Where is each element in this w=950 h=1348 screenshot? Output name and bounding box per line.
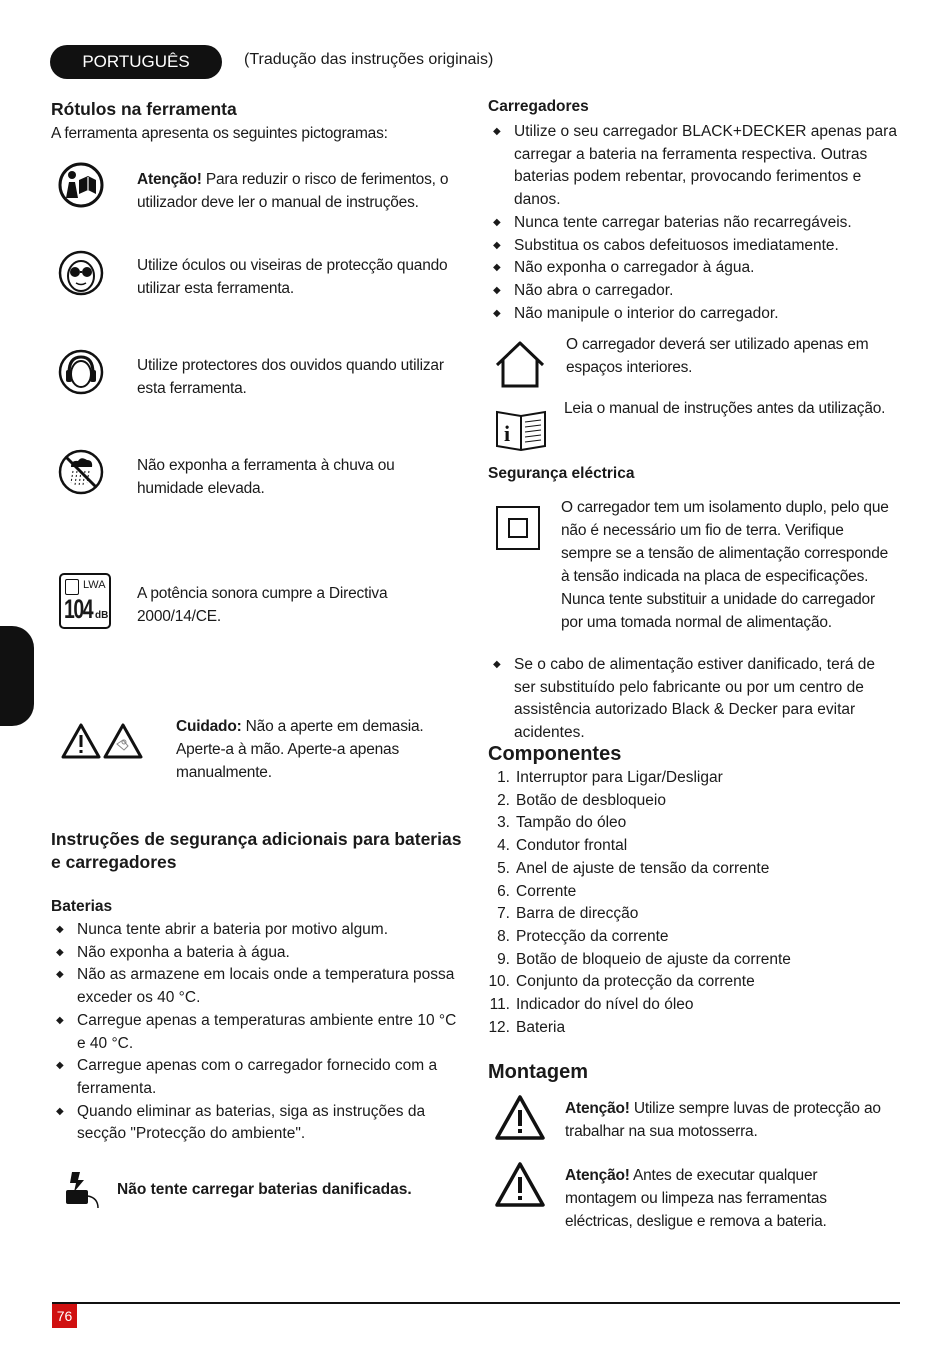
caution-label: Cuidado: [176, 718, 242, 735]
list-item: ◆ Quando eliminar as baterias, siga as instruções da secção "Protecção do ambiente". [51, 1101, 467, 1146]
page-number: 76 [52, 1304, 77, 1328]
pictogram-warning-label: Atenção! [137, 171, 202, 188]
safety-glasses-icon [58, 250, 104, 296]
list-item: ◆ Substitua os cabos defeituosos imediatamente. [488, 235, 900, 258]
labels-title: Rótulos na ferramenta [51, 99, 237, 119]
electrical-safety-title: Segurança eléctrica [488, 465, 635, 482]
list-item: ◆ Nunca tente carregar baterias não recarregáveis. [488, 212, 900, 235]
warning-triangle-icon [494, 1094, 546, 1142]
batteries-title: Baterias [51, 898, 113, 915]
pictogram-sound-text: A potência sonora cumpre a Directiva 2000/14/CE. [137, 585, 388, 625]
list-item: 1. Interruptor para Ligar/Desligar [497, 769, 723, 786]
list-item: 6. Corrente [497, 882, 577, 900]
list-item: 5. Anel de ajuste de tensão da corrente [497, 859, 770, 877]
sound-lwa-label: LWA [83, 579, 106, 591]
components-title: Componentes [488, 743, 622, 765]
pictogram-ear-text: Utilize protectores dos ouvidos quando utilizar esta ferramenta. [137, 357, 444, 397]
assembly-title: Montagem [488, 1061, 588, 1083]
caution-icons [61, 722, 145, 760]
list-item: ◆ Se o cabo de alimentação estiver danificado, terá de ser substituído pelo fabricante ou por um centro de assistência autorizado Black & Decker para evitar acidentes. [488, 654, 900, 745]
list-item: 7. Barra de direcção [497, 905, 639, 923]
list-item: ◆ Nunca tente abrir a bateria por motivo algum. [51, 919, 467, 942]
list-item: 8. Protecção da corrente [497, 927, 669, 945]
pictogram-read-manual-desc: Para reduzir o risco de ferimentos, o utilizador deve ler o manual de instruções. [137, 171, 449, 211]
read-manual-icon [58, 162, 104, 208]
svg-text:i: i [504, 421, 511, 446]
list-item: ◆ Carregue apenas a temperaturas ambiente entre 10 °C e 40 °C. [51, 1010, 467, 1055]
warning-label: Atenção! [565, 1100, 630, 1117]
read-manual-book-icon [494, 408, 548, 452]
sound-unit: dB [95, 610, 109, 621]
list-item: ◆ Carregue apenas com o carregador fornecido com a ferramenta. [51, 1055, 467, 1100]
list-item: ◆ Não manipule o interior do carregador. [488, 303, 900, 326]
list-item: 2. Botão de desbloqueio [497, 791, 666, 809]
warning-label: Atenção! [565, 1167, 630, 1184]
warning-desc: Antes de executar qualquer montagem ou limpeza nas ferramentas eléctricas, desligue e remova a bateria. [565, 1167, 827, 1230]
assembly-warning-2 [565, 1164, 877, 1233]
indoor-use-text: O carregador deverá ser utilizado apenas em espaços interiores. [566, 336, 869, 376]
footer-divider [52, 1302, 900, 1304]
translation-note: (Tradução das instruções originais) [244, 51, 494, 68]
indoor-use-icon [494, 340, 546, 390]
damaged-battery-warning: Não tente carregar baterias danificadas. [117, 1181, 412, 1198]
section-tab [0, 626, 34, 726]
warning-triangle-icon [63, 725, 99, 757]
pictogram-glasses-text: Utilize óculos ou viseiras de protecção quando utilizar esta ferramenta. [137, 257, 448, 297]
list-item: ◆ Não abra o carregador. [488, 280, 900, 303]
labels-intro: A ferramenta apresenta os seguintes pictogramas: [51, 125, 388, 142]
list-item: ◆ Não exponha a bateria à água. [51, 942, 467, 965]
warning-desc: Utilize sempre luvas de protecção ao trabalhar na sua motosserra. [565, 1100, 881, 1140]
chargers-title: Carregadores [488, 98, 589, 115]
list-item: ◆ Não exponha o carregador à água. [488, 257, 900, 280]
pictogram-read-manual-text [137, 168, 457, 214]
speaker-icon [65, 579, 79, 595]
hand-tighten-icon [105, 725, 141, 757]
list-item: 10. Conjunto da protecção da corrente [488, 973, 755, 991]
components-list [488, 767, 900, 1039]
caution-desc: Não a aperte em demasia. Aperte-a à mão. Aperte-a apenas manualmente. [176, 718, 424, 781]
caution-text [176, 715, 446, 784]
list-item: ◆ Não as armazene em locais onde a temperatura possa exceder os 40 °C. [51, 964, 467, 1009]
warning-triangle-icon [494, 1161, 546, 1209]
sound-value: 104 [64, 594, 93, 624]
double-insulation-text: O carregador tem um isolamento duplo, pelo que não é necessário um fio de terra. Verifique sempre se a tensão de alimentação corresponde à tensão indicada na placa de especificações. Nunca tente substituir a unidade do carregador por uma tomada normal de alimentação. [561, 499, 889, 631]
pictogram-rain-text: Não exponha a ferramenta à chuva ou humidade elevada. [137, 457, 395, 497]
ear-protection-icon [58, 349, 104, 395]
cable-list [488, 654, 900, 745]
no-rain-icon [58, 449, 104, 495]
list-item: 12. Bateria [488, 1018, 566, 1036]
list-item: 9. Botão de bloqueio de ajuste da corrente [497, 950, 791, 968]
batteries-list [51, 919, 467, 1146]
list-item: 3. Tampão do óleo [497, 814, 627, 832]
list-item: 4. Condutor frontal [497, 837, 628, 855]
language-badge: PORTUGUÊS [50, 45, 222, 79]
double-insulation-icon [496, 506, 540, 550]
list-item: ◆ Utilize o seu carregador BLACK+DECKER apenas para carregar a bateria na ferramenta respectiva. Outras baterias podem rebentar, provocando ferimentos e danos. [488, 121, 900, 212]
list-item: 11. Indicador do nível do óleo [489, 996, 694, 1014]
assembly-warning-1 [565, 1097, 895, 1143]
chargers-list [488, 121, 900, 325]
damaged-battery-icon [58, 1168, 102, 1212]
sound-power-icon [59, 573, 111, 629]
safety-instructions-title: Instruções de segurança adicionais para baterias e carregadores [51, 829, 462, 872]
read-manual-text: Leia o manual de instruções antes da utilização. [564, 400, 886, 417]
